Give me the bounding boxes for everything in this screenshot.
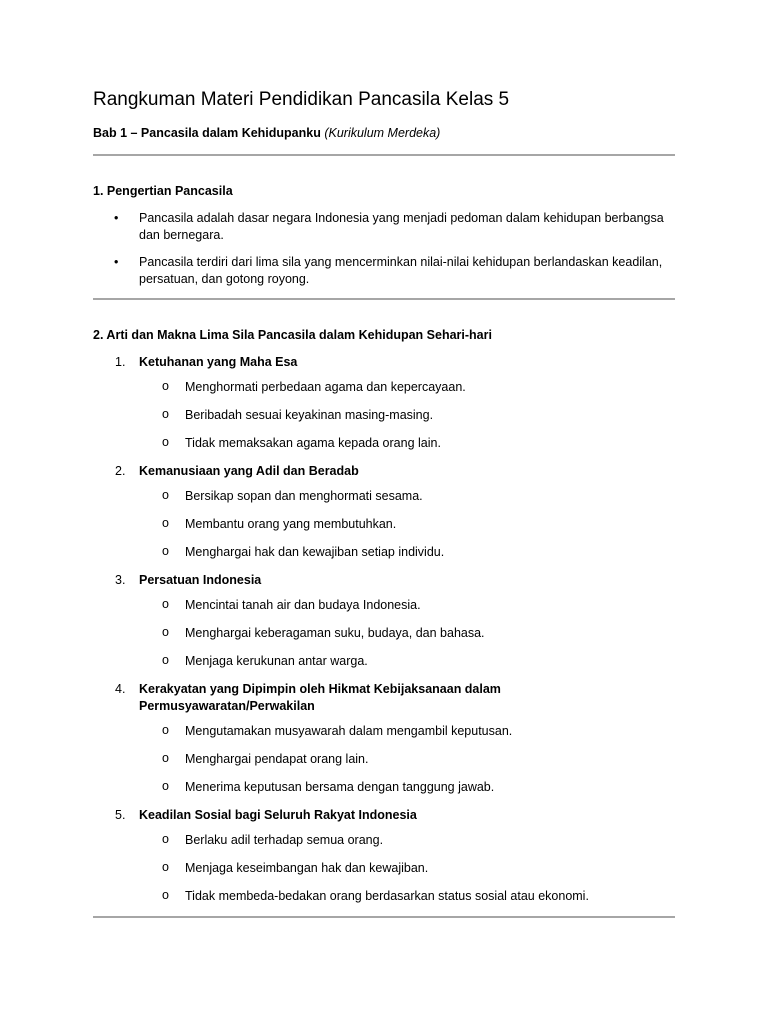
list-item-text: Menghormati perbedaan agama dan kepercayaan. (185, 380, 466, 394)
sila-points (93, 488, 675, 561)
document-page (93, 88, 675, 918)
list-item (93, 723, 675, 740)
circle-bullet-icon: o (162, 751, 169, 765)
sila-number: 5. (115, 808, 126, 822)
sila-number: 1. (115, 355, 126, 369)
circle-bullet-icon: o (162, 653, 169, 667)
list-item-text: Menerima keputusan bersama dengan tanggung jawab. (185, 780, 495, 794)
list-item (93, 888, 675, 905)
sila-block-4 (93, 681, 675, 796)
list-item-text: Menghargai pendapat orang lain. (185, 752, 369, 766)
divider (93, 298, 675, 300)
list-item (93, 751, 675, 768)
circle-bullet-icon: o (162, 488, 169, 502)
list-item (93, 625, 675, 642)
divider (93, 154, 675, 156)
list-item-text: Menjaga kerukunan antar warga. (185, 654, 368, 668)
divider (93, 916, 675, 918)
sila-points (93, 832, 675, 905)
pengertian-list (93, 210, 675, 288)
sila-points (93, 597, 675, 670)
sila-name: Keadilan Sosial bagi Seluruh Rakyat Indonesia (139, 808, 417, 822)
list-item-text: Menghargai keberagaman suku, budaya, dan bahasa. (185, 626, 485, 640)
list-item (93, 407, 675, 424)
circle-bullet-icon: o (162, 379, 169, 393)
bullet-icon: • (114, 255, 119, 269)
sila-title (93, 463, 675, 480)
circle-bullet-icon: o (162, 625, 169, 639)
circle-bullet-icon: o (162, 597, 169, 611)
sila-name: Ketuhanan yang Maha Esa (139, 355, 298, 369)
sila-block-2 (93, 463, 675, 561)
circle-bullet-icon: o (162, 407, 169, 421)
list-item-text: Beribadah sesuai keyakinan masing-masing. (185, 408, 434, 422)
list-item (93, 516, 675, 533)
list-item-text: Membantu orang yang membutuhkan. (185, 517, 397, 531)
bullet-icon: • (114, 211, 119, 225)
list-item-text: Pancasila adalah dasar negara Indonesia yang menjadi pedoman dalam kehidupan berbangsa dan bernegara. (139, 211, 664, 242)
list-item-text: Menjaga keseimbangan hak dan kewajiban. (185, 861, 429, 875)
list-item-text: Tidak membeda-bedakan orang berdasarkan status sosial atau ekonomi. (185, 889, 589, 903)
circle-bullet-icon: o (162, 888, 169, 902)
sila-title (93, 572, 675, 589)
list-item-text: Bersikap sopan dan menghormati sesama. (185, 489, 423, 503)
list-item (93, 488, 675, 505)
list-item (93, 254, 675, 288)
list-item-text: Tidak memaksakan agama kepada orang lain. (185, 436, 441, 450)
list-item-text: Mencintai tanah air dan budaya Indonesia. (185, 598, 421, 612)
circle-bullet-icon: o (162, 832, 169, 846)
sila-number: 2. (115, 464, 126, 478)
list-item-text: Menghargai hak dan kewajiban setiap individu. (185, 545, 445, 559)
circle-bullet-icon: o (162, 779, 169, 793)
sila-title (93, 354, 675, 371)
subtitle-chapter: Bab 1 – Pancasila dalam Kehidupanku (93, 126, 321, 140)
sila-title (93, 681, 675, 715)
list-item (93, 379, 675, 396)
circle-bullet-icon: o (162, 435, 169, 449)
sila-name: Persatuan Indonesia (139, 573, 262, 587)
list-item (93, 832, 675, 849)
sila-number: 3. (115, 573, 126, 587)
document-title: Rangkuman Materi Pendidikan Pancasila Kelas 5 (93, 89, 510, 110)
section-heading-makna-sila: 2. Arti dan Makna Lima Sila Pancasila dalam Kehidupan Sehari-hari (93, 328, 492, 342)
sila-points (93, 379, 675, 452)
sila-block-3 (93, 572, 675, 670)
circle-bullet-icon: o (162, 860, 169, 874)
sila-name: Kerakyatan yang Dipimpin oleh Hikmat Kebijaksanaan dalam Permusyawaratan/Perwakilan (139, 682, 501, 713)
sila-name: Kemanusiaan yang Adil dan Beradab (139, 464, 359, 478)
list-item (93, 597, 675, 614)
list-item (93, 435, 675, 452)
list-item-text: Pancasila terdiri dari lima sila yang mencerminkan nilai-nilai kehidupan berlandaskan keadilan, persatuan, dan gotong royong. (139, 255, 663, 286)
list-item (93, 544, 675, 561)
list-item (93, 779, 675, 796)
subtitle-curriculum: (Kurikulum Merdeka) (324, 126, 441, 140)
sila-title (93, 807, 675, 824)
document-subtitle (93, 124, 675, 142)
sila-block-5 (93, 807, 675, 905)
list-item-text: Berlaku adil terhadap semua orang. (185, 833, 384, 847)
sila-block-1 (93, 354, 675, 452)
section-heading-pengertian: 1. Pengertian Pancasila (93, 184, 233, 198)
circle-bullet-icon: o (162, 723, 169, 737)
list-item (93, 653, 675, 670)
list-item (93, 210, 675, 244)
sila-points (93, 723, 675, 796)
circle-bullet-icon: o (162, 544, 169, 558)
list-item-text: Mengutamakan musyawarah dalam mengambil keputusan. (185, 724, 513, 738)
sila-number: 4. (115, 682, 126, 696)
circle-bullet-icon: o (162, 516, 169, 530)
list-item (93, 860, 675, 877)
